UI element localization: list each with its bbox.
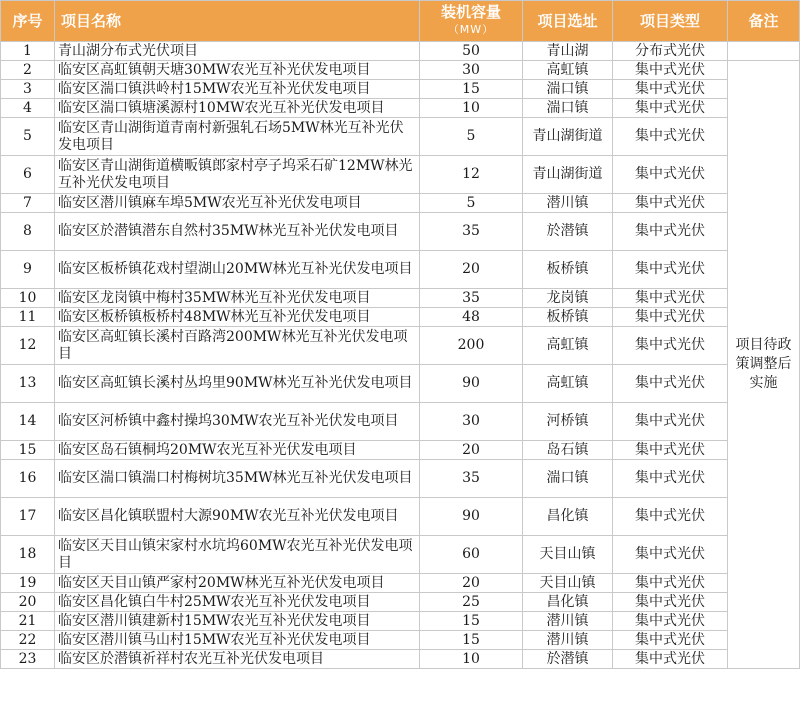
row-capacity: 20 bbox=[420, 441, 523, 460]
row-index: 21 bbox=[1, 612, 55, 631]
row-capacity: 5 bbox=[420, 194, 523, 213]
row-location: 龙岗镇 bbox=[523, 289, 613, 308]
header-capacity-label: 装机容量 bbox=[440, 3, 501, 21]
row-location: 潜川镇 bbox=[523, 612, 613, 631]
row-type: 集中式光伏 bbox=[613, 574, 728, 593]
row-project-name: 临安区於潜镇潜东自然村35MW林光互补光伏发电项目 bbox=[55, 213, 420, 251]
row-location: 湍口镇 bbox=[523, 99, 613, 118]
table-row bbox=[1, 536, 800, 574]
row-capacity: 35 bbox=[420, 460, 523, 498]
row-project-name: 临安区岛石镇桐坞20MW农光互补光伏发电项目 bbox=[55, 441, 420, 460]
row-index: 18 bbox=[1, 536, 55, 574]
row-project-name: 临安区潜川镇麻车埠5MW农光互补光伏发电项目 bbox=[55, 194, 420, 213]
table-row bbox=[1, 251, 800, 289]
row-capacity: 35 bbox=[420, 289, 523, 308]
row-capacity: 48 bbox=[420, 308, 523, 327]
row-index: 10 bbox=[1, 289, 55, 308]
table-row bbox=[1, 441, 800, 460]
row-location: 青山湖 bbox=[523, 42, 613, 61]
table-row bbox=[1, 365, 800, 403]
row-index: 22 bbox=[1, 631, 55, 650]
row-location: 青山湖街道 bbox=[523, 118, 613, 156]
header-name bbox=[55, 1, 420, 42]
row-location: 板桥镇 bbox=[523, 308, 613, 327]
row-index: 19 bbox=[1, 574, 55, 593]
row-capacity: 20 bbox=[420, 251, 523, 289]
table-row bbox=[1, 574, 800, 593]
row-location: 高虹镇 bbox=[523, 365, 613, 403]
row-type: 集中式光伏 bbox=[613, 403, 728, 441]
row-project-name: 临安区河桥镇中鑫村操坞30MW农光互补光伏发电项目 bbox=[55, 403, 420, 441]
row-type: 集中式光伏 bbox=[613, 593, 728, 612]
table-row bbox=[1, 403, 800, 441]
row-capacity: 200 bbox=[420, 327, 523, 365]
row-capacity: 90 bbox=[420, 365, 523, 403]
table-row bbox=[1, 61, 800, 80]
row-type: 集中式光伏 bbox=[613, 536, 728, 574]
row-type: 集中式光伏 bbox=[613, 365, 728, 403]
row-project-name: 临安区湍口镇洪岭村15MW农光互补光伏发电项目 bbox=[55, 80, 420, 99]
header-location: 项目选址 bbox=[523, 1, 613, 42]
row-project-name: 临安区湍口镇塘溪源村10MW农光互补光伏发电项目 bbox=[55, 99, 420, 118]
row-index: 4 bbox=[1, 99, 55, 118]
row-index: 9 bbox=[1, 251, 55, 289]
row-location: 潜川镇 bbox=[523, 631, 613, 650]
row-location: 潜川镇 bbox=[523, 194, 613, 213]
row-project-name: 临安区青山湖街道横畈镇郎家村亭子坞采石矿12MW林光互补光伏发电项目 bbox=[55, 156, 420, 194]
row-project-name: 临安区天目山镇严家村20MW林光互补光伏发电项目 bbox=[55, 574, 420, 593]
note-empty-cell bbox=[728, 42, 800, 61]
row-location: 天目山镇 bbox=[523, 536, 613, 574]
note-cell: 项目待政策调整后实施 bbox=[728, 61, 800, 669]
table-body bbox=[1, 42, 800, 669]
row-capacity: 60 bbox=[420, 536, 523, 574]
row-index: 17 bbox=[1, 498, 55, 536]
row-type: 集中式光伏 bbox=[613, 460, 728, 498]
header-index: 序号 bbox=[1, 1, 55, 42]
row-type: 集中式光伏 bbox=[613, 441, 728, 460]
row-index: 11 bbox=[1, 308, 55, 327]
table-row bbox=[1, 460, 800, 498]
row-capacity: 10 bbox=[420, 650, 523, 669]
header-name-text: 项目名称 bbox=[61, 11, 122, 30]
row-type: 集中式光伏 bbox=[613, 327, 728, 365]
table-row bbox=[1, 156, 800, 194]
row-capacity: 30 bbox=[420, 61, 523, 80]
row-project-name: 临安区湍口镇湍口村梅树坑35MW林光互补光伏发电项目 bbox=[55, 460, 420, 498]
row-project-name: 临安区高虹镇长溪村百路湾200MW林光互补光伏发电项目 bbox=[55, 327, 420, 365]
row-type: 集中式光伏 bbox=[613, 99, 728, 118]
row-index: 8 bbox=[1, 213, 55, 251]
table-row bbox=[1, 213, 800, 251]
row-location: 高虹镇 bbox=[523, 327, 613, 365]
row-type: 集中式光伏 bbox=[613, 650, 728, 669]
table-row bbox=[1, 99, 800, 118]
row-type: 集中式光伏 bbox=[613, 251, 728, 289]
row-index: 6 bbox=[1, 156, 55, 194]
row-project-name: 临安区昌化镇白牛村25MW农光互补光伏发电项目 bbox=[55, 593, 420, 612]
row-project-name: 临安区高虹镇朝天塘30MW农光互补光伏发电项目 bbox=[55, 61, 420, 80]
row-capacity: 5 bbox=[420, 118, 523, 156]
table-row bbox=[1, 194, 800, 213]
row-index: 1 bbox=[1, 42, 55, 61]
row-type: 集中式光伏 bbox=[613, 289, 728, 308]
table-row bbox=[1, 593, 800, 612]
row-location: 青山湖街道 bbox=[523, 156, 613, 194]
row-project-name: 临安区板桥镇花戏村望湖山20MW林光互补光伏发电项目 bbox=[55, 251, 420, 289]
row-capacity: 30 bbox=[420, 403, 523, 441]
header-type: 项目类型 bbox=[613, 1, 728, 42]
row-index: 7 bbox=[1, 194, 55, 213]
row-project-name: 临安区昌化镇联盟村大源90MW农光互补光伏发电项目 bbox=[55, 498, 420, 536]
row-project-name: 临安区潜川镇马山村15MW农光互补光伏发电项目 bbox=[55, 631, 420, 650]
table-row bbox=[1, 612, 800, 631]
row-index: 5 bbox=[1, 118, 55, 156]
row-type: 集中式光伏 bbox=[613, 61, 728, 80]
header-row bbox=[1, 1, 800, 42]
row-project-name: 青山湖分布式光伏项目 bbox=[55, 42, 420, 61]
row-type: 分布式光伏 bbox=[613, 42, 728, 61]
row-capacity: 50 bbox=[420, 42, 523, 61]
table-row bbox=[1, 631, 800, 650]
header-note: 备注 bbox=[728, 1, 800, 42]
row-capacity: 15 bbox=[420, 631, 523, 650]
row-location: 岛石镇 bbox=[523, 441, 613, 460]
row-type: 集中式光伏 bbox=[613, 308, 728, 327]
row-capacity: 20 bbox=[420, 574, 523, 593]
row-project-name: 临安区潜川镇建新村15MW农光互补光伏发电项目 bbox=[55, 612, 420, 631]
row-location: 天目山镇 bbox=[523, 574, 613, 593]
row-capacity: 15 bbox=[420, 80, 523, 99]
row-location: 於潜镇 bbox=[523, 650, 613, 669]
row-project-name: 临安区高虹镇长溪村丛坞里90MW林光互补光伏发电项目 bbox=[55, 365, 420, 403]
row-project-name: 临安区板桥镇板桥村48MW林光互补光伏发电项目 bbox=[55, 308, 420, 327]
row-location: 湍口镇 bbox=[523, 460, 613, 498]
row-location: 板桥镇 bbox=[523, 251, 613, 289]
row-type: 集中式光伏 bbox=[613, 194, 728, 213]
header-capacity-unit: （MW） bbox=[447, 23, 495, 36]
row-type: 集中式光伏 bbox=[613, 80, 728, 99]
row-type: 集中式光伏 bbox=[613, 612, 728, 631]
row-capacity: 25 bbox=[420, 593, 523, 612]
row-location: 於潜镇 bbox=[523, 213, 613, 251]
row-project-name: 临安区天目山镇宋家村水坑坞60MW农光互补光伏发电项目 bbox=[55, 536, 420, 574]
row-index: 16 bbox=[1, 460, 55, 498]
table-row bbox=[1, 80, 800, 99]
table-row bbox=[1, 289, 800, 308]
row-type: 集中式光伏 bbox=[613, 213, 728, 251]
table-row bbox=[1, 327, 800, 365]
row-type: 集中式光伏 bbox=[613, 118, 728, 156]
row-capacity: 10 bbox=[420, 99, 523, 118]
table-row bbox=[1, 308, 800, 327]
table-row bbox=[1, 650, 800, 669]
row-type: 集中式光伏 bbox=[613, 631, 728, 650]
row-project-name: 临安区龙岗镇中梅村35MW林光互补光伏发电项目 bbox=[55, 289, 420, 308]
row-index: 13 bbox=[1, 365, 55, 403]
table-row bbox=[1, 498, 800, 536]
row-index: 12 bbox=[1, 327, 55, 365]
row-project-name: 临安区青山湖街道青南村新强轧石场5MW林光互补光伏发电项目 bbox=[55, 118, 420, 156]
row-index: 14 bbox=[1, 403, 55, 441]
row-project-name: 临安区於潜镇祈祥村农光互补光伏发电项目 bbox=[55, 650, 420, 669]
row-type: 集中式光伏 bbox=[613, 156, 728, 194]
table-row bbox=[1, 42, 800, 61]
row-location: 昌化镇 bbox=[523, 593, 613, 612]
row-location: 高虹镇 bbox=[523, 61, 613, 80]
row-capacity: 12 bbox=[420, 156, 523, 194]
row-index: 3 bbox=[1, 80, 55, 99]
row-type: 集中式光伏 bbox=[613, 498, 728, 536]
table-row bbox=[1, 118, 800, 156]
row-location: 河桥镇 bbox=[523, 403, 613, 441]
row-index: 20 bbox=[1, 593, 55, 612]
header-capacity bbox=[420, 1, 523, 42]
row-capacity: 15 bbox=[420, 612, 523, 631]
row-capacity: 90 bbox=[420, 498, 523, 536]
row-index: 2 bbox=[1, 61, 55, 80]
row-index: 15 bbox=[1, 441, 55, 460]
row-index: 23 bbox=[1, 650, 55, 669]
row-capacity: 35 bbox=[420, 213, 523, 251]
row-location: 湍口镇 bbox=[523, 80, 613, 99]
row-location: 昌化镇 bbox=[523, 498, 613, 536]
